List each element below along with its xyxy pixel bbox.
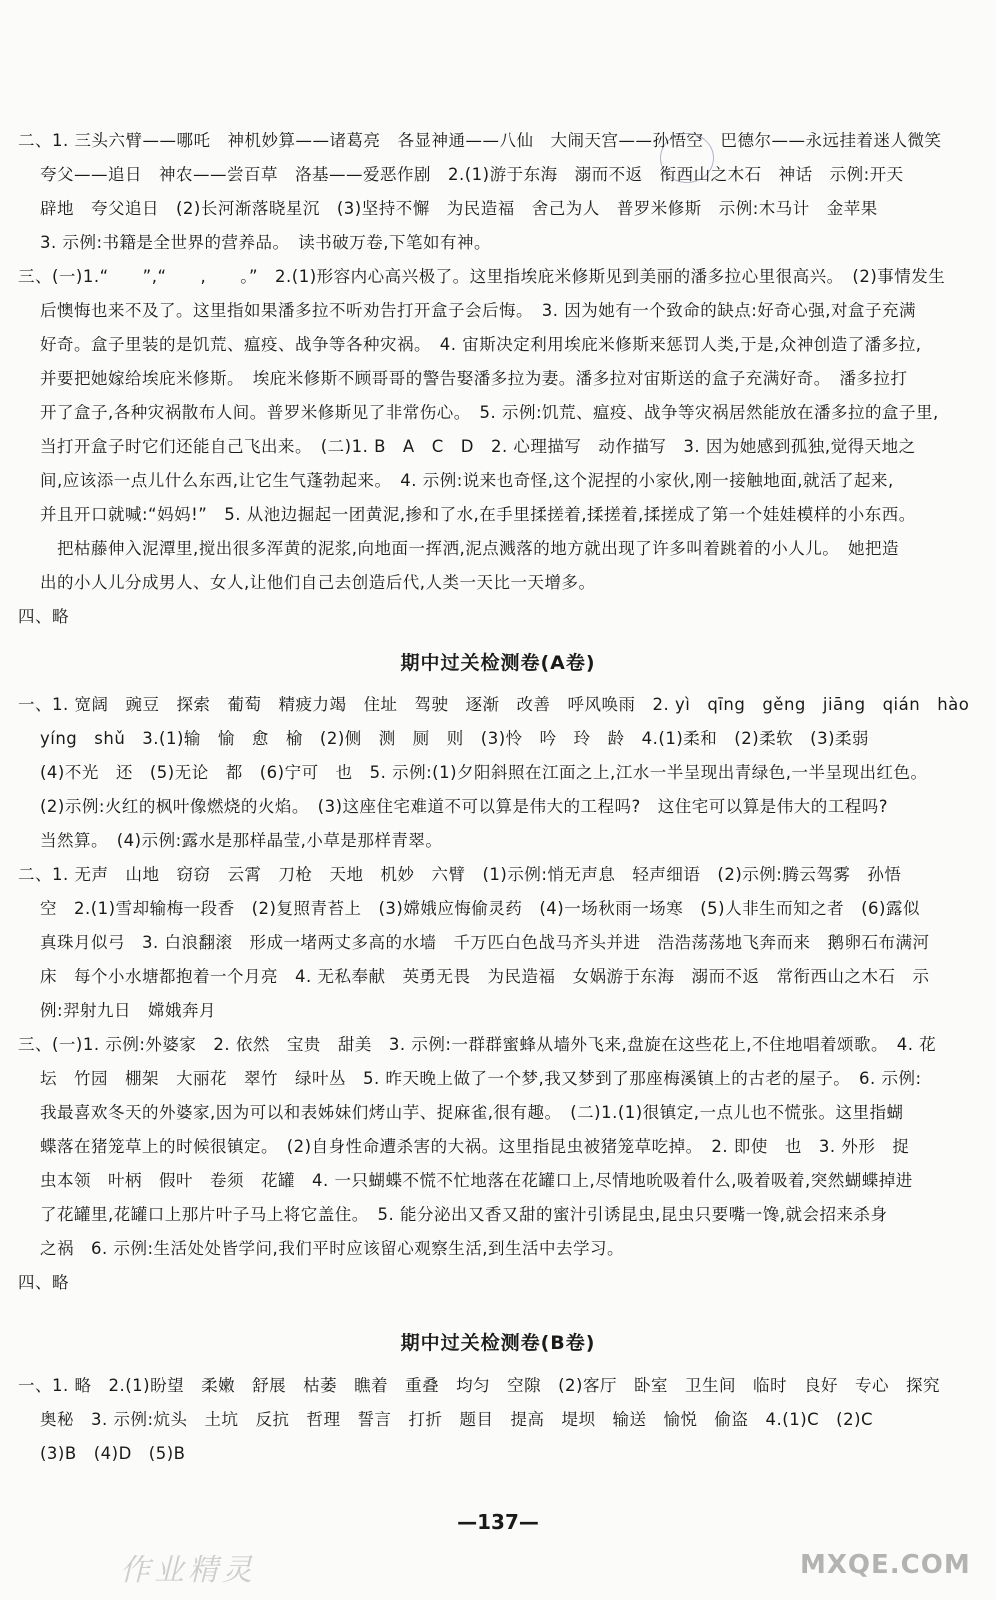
text-line: 我最喜欢冬天的外婆家,因为可以和表姊妹们烤山芋、捉麻雀,很有趣。 (二)1.(1)很镇定,一点儿也不慌张。这里指蝴	[40, 1103, 904, 1122]
text-line: (3)B (4)D (5)B	[40, 1444, 186, 1463]
text-line: 3. 示例:书籍是全世界的营养品。 读书破万卷,下笔如有神。	[40, 233, 492, 252]
text-line: 床 每个小水塘都抱着一个月亮 4. 无私奉献 英勇无畏 为民造福 女娲游于东海 溺而不返 常衔西山之木石 示	[40, 967, 930, 986]
text-line: 四、略	[18, 607, 69, 626]
section-part3	[18, 1369, 980, 1471]
title-exam-b: 期中过关检测卷(B卷)	[400, 1332, 596, 1354]
text-line: 虫本领 叶柄 假叶 卷须 花罐 4. 一只蝴蝶不慌不忙地落在花罐口上,尽情地吮吸着什么,吸着吸着,突然蝴蝶掉进	[40, 1171, 913, 1190]
text-line: 之祸 6. 示例:生活处处皆学问,我们平时应该留心观察生活,到生活中去学习。	[40, 1239, 625, 1258]
text-line: 一、1. 略 2.(1)盼望 柔嫩 舒展 枯萎 瞧着 重叠 均匀 空隙 (2)客厅 卧室 卫生间 临时 良好 专心 探究	[18, 1376, 940, 1395]
text-line: 辟地 夸父追日 (2)长河渐落晓星沉 (3)坚持不懈 为民造福 舍己为人 普罗米修斯 示例:木马计 金苹果	[40, 199, 878, 218]
text-line: 三、(一)1. 示例:外婆家 2. 依然 宝贵 甜美 3. 示例:一群群蜜蜂从墙外飞来,盘旋在这些花上,不住地唱着颂歌。 4. 花	[18, 1035, 937, 1054]
watermark-bottom-left: 作业精灵	[120, 1553, 256, 1588]
text-line: 当然算。 (4)示例:露水是那样晶莹,小草是那样青翠。	[40, 831, 443, 850]
text-line: 间,应该添一点儿什么东西,让它生气蓬勃起来。 4. 示例:说来也奇怪,这个泥捏的小家伙,刚一接触地面,就活了起来,	[40, 471, 894, 490]
text-line: 把枯藤伸入泥潭里,搅出很多浑黄的泥浆,向地面一挥洒,泥点溅落的地方就出现了许多叫着跳着的小人儿。 她把造	[40, 539, 899, 558]
text-line: 了花罐里,花罐口上那片叶子马上将它盖住。 5. 能分泌出又香又甜的蜜汁引诱昆虫,昆虫只要嘴一馋,就会招来杀身	[40, 1205, 888, 1224]
text-line: 并要把她嫁给埃庇米修斯。 埃庇米修斯不顾哥哥的警告娶潘多拉为妻。潘多拉对宙斯送的盒子充满好奇。 潘多拉打	[40, 369, 908, 388]
title-exam-a: 期中过关检测卷(A卷)	[400, 652, 596, 674]
text-line: 例:羿射九日 嫦娥奔月	[40, 1001, 217, 1020]
text-line: 出的小人儿分成男人、女人,让他们自己去创造后代,人类一天比一天增多。	[40, 573, 596, 592]
text-line: (2)示例:火红的枫叶像燃烧的火焰。 (3)这座住宅难道不可以算是伟大的工程吗? 这住宅可以算是伟大的工程吗?	[40, 797, 889, 816]
watermark-bottom-right: MXQE.COM	[800, 1550, 971, 1580]
text-line: 并且开口就喊:“妈妈!” 5. 从池边掘起一团黄泥,掺和了水,在手里揉搓着,揉搓着,揉搓成了第一个娃娃模样的小东西。	[40, 505, 916, 524]
text-line: 好奇。盒子里装的是饥荒、瘟疫、战争等各种灾祸。 4. 宙斯决定利用埃庇米修斯来惩罚人类,于是,众神创造了潘多拉,	[40, 335, 922, 354]
text-line: yíng shǔ 3.(1)输 愉 愈 榆 (2)侧 测 厕 则 (3)怜 吟 玲 龄 4.(1)柔和 (2)柔软 (3)柔弱	[40, 729, 870, 748]
text-line: 一、1. 宽阔 豌豆 探索 葡萄 精疲力竭 住址 驾驶 逐渐 改善 呼风唤雨 2. yì qīng gěng jiāng qián hào	[18, 695, 970, 714]
text-line: 蝶落在猪笼草上的时候很镇定。 (2)自身性命遭杀害的大祸。这里指昆虫被猪笼草吃掉。 2. 即使 也 3. 外形 捉	[40, 1137, 910, 1156]
text-line: 当打开盒子时它们还能自己飞出来。 (二)1. B A C D 2. 心理描写 动作描写 3. 因为她感到孤独,觉得天地之	[40, 437, 916, 456]
section-part1	[18, 124, 980, 634]
text-line: 四、略	[18, 1273, 69, 1292]
text-line: 二、1. 三头六臂——哪吒 神机妙算——诸葛亮 各显神通——八仙 大闹天宫——孙悟空 巴德尔——永远挂着迷人微笑	[18, 131, 942, 150]
text-line: 后懊悔也来不及了。这里指如果潘多拉不听劝告打开盒子会后悔。 3. 因为她有一个致命的缺点:好奇心强,对盒子充满	[40, 301, 917, 320]
text-line: 开了盒子,各种灾祸散布人间。普罗米修斯见了非常伤心。 5. 示例:饥荒、瘟疫、战争等灾祸居然能放在潘多拉的盒子里,	[40, 403, 939, 422]
text-line: 坛 竹园 棚架 大丽花 翠竹 绿叶丛 5. 昨天晚上做了一个梦,我又梦到了那座梅溪镇上的古老的屋子。 6. 示例:	[40, 1069, 922, 1088]
text-line: 空 2.(1)雪却输梅一段香 (2)复照青苔上 (3)嫦娥应悔偷灵药 (4)一场秋雨一场寒 (5)人非生而知之者 (6)露似	[40, 899, 920, 918]
text-line: 三、(一)1.“ ”,“ , 。” 2.(1)形容内心高兴极了。这里指埃庇米修斯见到美丽的潘多拉心里很高兴。 (2)事情发生	[18, 267, 946, 286]
text-line: 奥秘 3. 示例:炕头 土坑 反抗 哲理 誓言 打折 题目 提高 堤坝 输送 愉悦 偷盗 4.(1)C (2)C	[40, 1410, 874, 1429]
text-line: 真珠月似弓 3. 白浪翻滚 形成一堵两丈多高的水墙 千万匹白色战马齐头并进 浩浩荡荡地飞奔而来 鹅卵石布满河	[40, 933, 930, 952]
text-line: (4)不光 还 (5)无论 都 (6)宁可 也 5. 示例:(1)夕阳斜照在江面之上,江水一半呈现出青绿色,一半呈现出红色。	[40, 763, 928, 782]
text-line: 夸父——追日 神农——尝百草 洛基——爱恶作剧 2.(1)游于东海 溺而不返 衔西山之木石 神话 示例:开天	[40, 165, 904, 184]
section-part2	[18, 688, 980, 1300]
page-number: —137—	[457, 1510, 539, 1534]
text-line: 二、1. 无声 山地 窃窃 云霄 刀枪 天地 机妙 六臂 (1)示例:悄无声息 轻声细语 (2)示例:腾云驾雾 孙悟	[18, 865, 902, 884]
